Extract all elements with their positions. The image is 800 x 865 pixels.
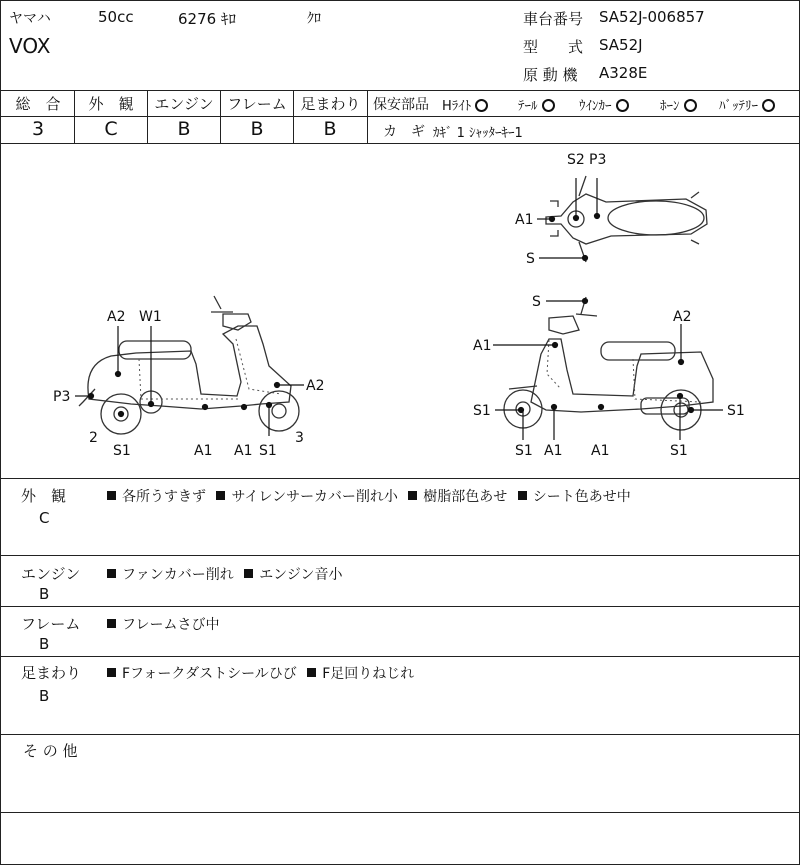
grade-header-frame: フレーム: [227, 95, 287, 113]
remark-label-exterior: 外 観: [21, 487, 67, 505]
diagram-label: S1: [473, 403, 491, 419]
remark-grade-frame: B: [39, 635, 50, 653]
remark-items-frame: フレームさび中: [107, 614, 225, 634]
diagram-label: A2: [107, 309, 126, 325]
frame-no-label: 車台番号: [523, 10, 584, 28]
engine-label: 原 動 機: [523, 66, 578, 84]
diagram-label: A2: [306, 378, 325, 394]
bullet-square-icon: [107, 619, 116, 628]
remark-items-exterior: 各所うすきず サイレンサーカバー削れ小 樹脂部色あせ シート色あせ中: [107, 486, 637, 506]
diagram-label: A1: [544, 443, 563, 459]
grade-header-exterior: 外 観: [88, 95, 134, 113]
damage-diagram: [1, 144, 800, 478]
diagram-label: S2: [567, 152, 585, 168]
grade-overall: 3: [31, 118, 45, 140]
ok-circle-icon: [684, 99, 697, 112]
diagram-label: P3: [53, 389, 71, 405]
grade-engine: B: [177, 118, 191, 140]
diagram-label: S1: [259, 443, 277, 459]
divider: [1, 734, 800, 735]
ok-circle-icon: [762, 99, 775, 112]
divider: [1, 555, 800, 556]
remark-grade-engine: B: [39, 585, 50, 603]
diagram-label: A1: [194, 443, 213, 459]
grade-exterior: C: [104, 118, 118, 140]
bullet-square-icon: [408, 491, 417, 500]
diagram-label: S1: [113, 443, 131, 459]
grade-header-suspension: 足まわり: [300, 95, 361, 113]
safety-item-tail: ﾃｰﾙ: [518, 95, 555, 114]
divider: [1, 478, 800, 479]
key-value: ｶｷﾞ 1 ｼｬｯﾀｰｷｰ1: [433, 126, 523, 141]
model-name: VOX: [9, 34, 51, 58]
bullet-square-icon: [107, 668, 116, 677]
safety-item-horn: ﾎｰﾝ: [660, 95, 697, 114]
remark-label-frame: フレーム: [21, 615, 81, 633]
scooter-top-view: [546, 176, 707, 262]
diagram-label: S1: [727, 403, 745, 419]
grade-header-overall: 総 合: [15, 95, 61, 113]
remark-label-other: そ の 他: [23, 742, 78, 760]
key-label: カ ギ: [383, 124, 425, 140]
bullet-square-icon: [107, 491, 116, 500]
color: ｸﾛ: [307, 11, 321, 27]
safety-item-headlight: Hﾗｲﾄ: [442, 95, 488, 114]
divider: [367, 116, 800, 117]
frame-no: SA52J-006857: [599, 8, 705, 26]
engine-value: A328E: [599, 64, 648, 82]
remark-label-engine: エンジン: [21, 565, 81, 583]
safety-item-winker: ｳｲﾝｶｰ: [579, 95, 629, 114]
diagram-label: A2: [673, 309, 692, 325]
bullet-square-icon: [307, 668, 316, 677]
maker: ヤマハ: [9, 11, 51, 27]
ok-circle-icon: [542, 99, 555, 112]
remark-items-engine: ファンカバー削れ エンジン音小: [107, 564, 349, 584]
remark-items-suspension: Fフォークダストシールひび F足回りねじれ: [107, 663, 420, 683]
remark-grade-suspension: B: [39, 687, 50, 705]
diagram-label: 3: [295, 430, 304, 446]
diagram-label: A1: [591, 443, 610, 459]
grade-header-engine: エンジン: [154, 95, 214, 113]
ok-circle-icon: [616, 99, 629, 112]
bullet-square-icon: [518, 491, 527, 500]
grade-suspension: B: [323, 118, 337, 140]
bullet-square-icon: [107, 569, 116, 578]
ok-circle-icon: [475, 99, 488, 112]
diagram-label: A1: [473, 338, 492, 354]
type-value: SA52J: [599, 36, 643, 54]
divider: [1, 90, 800, 91]
divider: [1, 116, 367, 117]
diagram-label: S1: [515, 443, 533, 459]
diagram-label: A1: [515, 212, 534, 228]
safety-label: 保安部品: [373, 97, 429, 113]
mileage: 6276 ｷﾛ: [178, 10, 236, 28]
divider: [1, 606, 800, 607]
grade-frame: B: [250, 118, 264, 140]
diagram-label: W1: [139, 309, 162, 325]
diagram-label: S: [532, 294, 541, 310]
divider: [1, 812, 800, 813]
remark-grade-exterior: C: [39, 509, 50, 527]
diagram-label: 2: [89, 430, 98, 446]
bullet-square-icon: [216, 491, 225, 500]
diagram-label: S1: [670, 443, 688, 459]
bullet-square-icon: [244, 569, 253, 578]
diagram-label: A1: [234, 443, 253, 459]
remark-label-suspension: 足まわり: [21, 664, 82, 682]
divider: [1, 656, 800, 657]
safety-item-battery: ﾊﾞｯﾃﾘｰ: [719, 95, 775, 114]
type-label: 型 式: [523, 38, 584, 56]
diagram-label: S: [526, 251, 535, 267]
displacement: 50cc: [98, 8, 134, 26]
diagram-label: P3: [589, 152, 607, 168]
